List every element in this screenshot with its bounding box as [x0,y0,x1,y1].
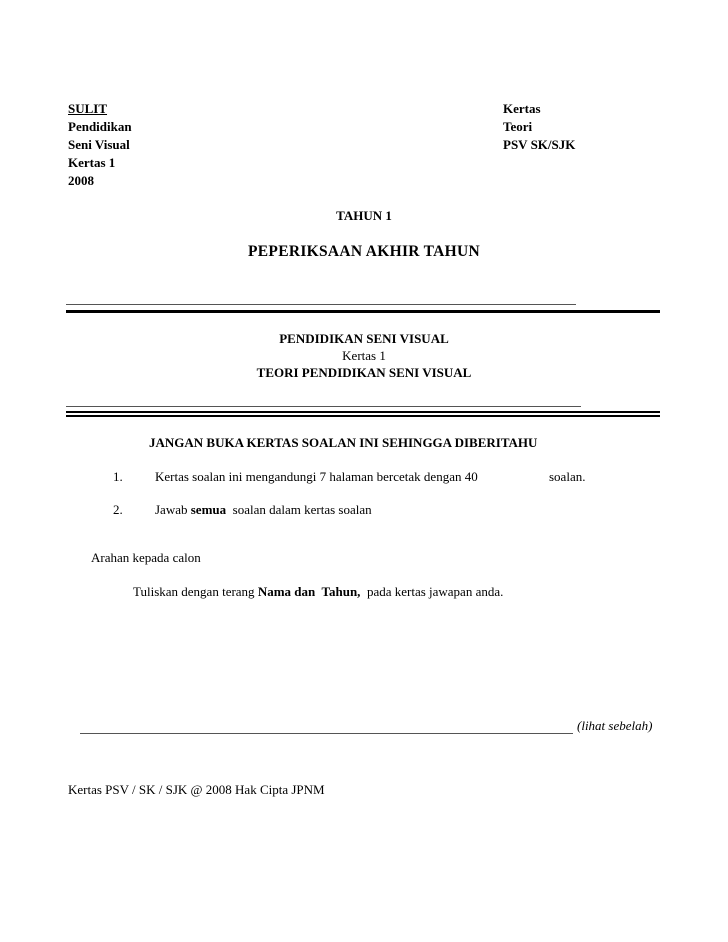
turn-over-line [80,733,573,734]
subject-subtitle: TEORI PENDIDIKAN SENI VISUAL [256,365,472,380]
warning-text: JANGAN BUKA KERTAS SOALAN INI SEHINGGA DIBERITAHU [149,435,538,450]
subject-title: PENDIDIKAN SENI VISUAL [279,331,449,346]
divider-double-2 [66,415,660,417]
header-right [503,100,575,154]
divider-thin-bottom [66,406,581,407]
divider-double-1 [66,411,660,413]
classification-label: SULIT [68,101,108,116]
year-label: TAHUN 1 [336,208,392,223]
arahan-text [133,584,503,600]
subject-paper: Kertas 1 [342,348,386,363]
arahan-bold: Nama dan Tahun, [257,584,361,599]
instruction-1-tail: soalan. [549,469,586,484]
arahan-heading: Arahan kepada calon [91,550,201,565]
instruction-1-text: Kertas soalan ini mengandungi 7 halaman bercetak dengan 40 [155,469,478,484]
header-left-year: 2008 [68,173,94,188]
divider-thin-top [66,304,576,305]
subject-block [0,330,728,381]
header-left-line4: Kertas 1 [68,155,116,170]
instruction-2-number: 2. [113,502,123,517]
instruction-1-number: 1. [113,469,123,484]
header-right-line1: Kertas [503,101,541,116]
header-left [68,100,132,190]
divider-thick-top [66,310,660,313]
exam-title: PEPERIKSAAN AKHIR TAHUN [248,243,480,260]
header-left-line2: Pendidikan [68,119,132,134]
header-left-line3: Seni Visual [68,137,130,152]
instruction-2-bold: semua [190,502,227,517]
instruction-2-post: soalan dalam kertas soalan [226,502,372,517]
turn-over-label: (lihat sebelah) [577,718,653,733]
instruction-2-text [155,502,372,518]
header-right-line2: Teori [503,119,533,134]
arahan-pre: Tuliskan dengan terang [133,584,258,599]
header-right-line3: PSV SK/SJK [503,137,576,152]
instruction-2-pre: Jawab [155,502,191,517]
arahan-post: pada kertas jawapan anda. [360,584,504,599]
footer-copyright: Kertas PSV / SK / SJK @ 2008 Hak Cipta JPNM [68,782,325,797]
